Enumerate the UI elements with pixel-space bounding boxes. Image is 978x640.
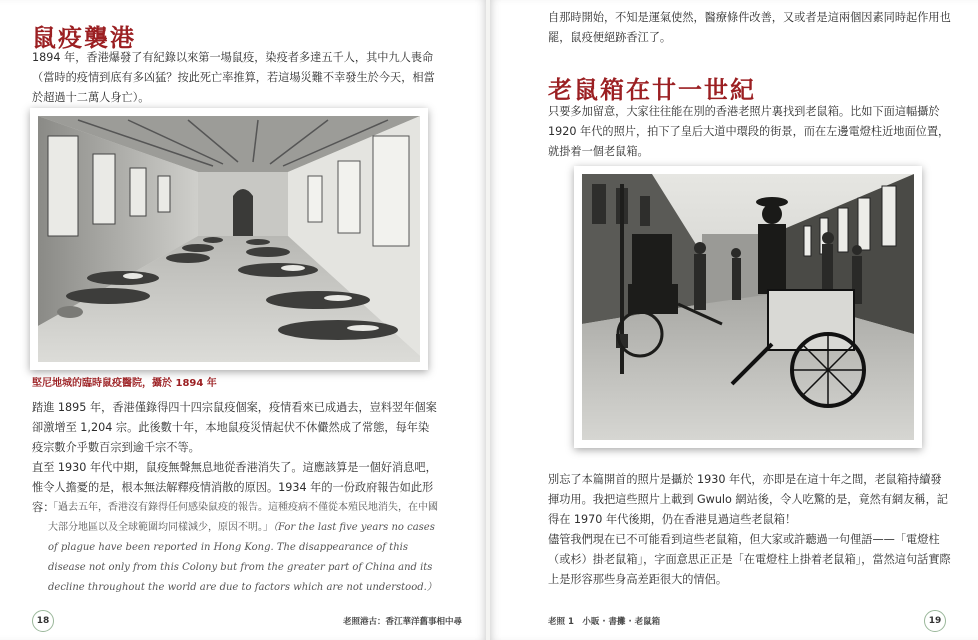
street-scene-illustration: [582, 174, 914, 440]
rat-box-intro-paragraph: 只要多加留意，大家往往能在別的香港老照片裏找到老鼠箱。比如下面這幅攝於 1920 年代的照片，拍下了皇后大道中環段的街景，而在左邊電燈柱近地面位置，就掛着一個老鼠箱。: [548, 105, 950, 158]
page-number-left: 18: [32, 610, 54, 632]
book-title-footer: 老照港古：香江華洋舊事相中尋: [342, 617, 462, 627]
chapter-title-footer: 老照 1 小販 · 書攤 · 老鼠箱: [548, 617, 661, 627]
plague-hospital-photo: [30, 108, 428, 370]
quote-chinese: 「過去五年，香港沒有錄得任何感染鼠疫的報告。這種疫病不僅從本殖民地消失，在中國大部分地區以及全球範圍均同樣減少，原因不明。」: [48, 502, 438, 533]
photo-caption: 堅尼地城的臨時鼠疫醫院，攝於 1894 年: [32, 378, 217, 389]
paragraph-1930s: 直至 1930 年代中期，鼠疫無聲無息地從香港消失了。這應該算是一個好消息吧，惟令人擔憂的是，根本無法解釋疫情消散的原因。1934 年的一份政府報告如此形容：: [32, 461, 437, 514]
section-heading-plague: 鼠疫襲港: [32, 24, 136, 52]
continuation-paragraph: 自那時開始，不知是運氣使然，醫療條件改善，又或者是這兩個因素同時起作用也罷，鼠疫便絕跡香江了。: [548, 11, 951, 44]
plague-hospital-image: [38, 116, 420, 362]
queens-road-photo: [574, 166, 922, 448]
right-footer: [548, 610, 946, 632]
slang-paragraph: 儘管我們現在已不可能看到這些老鼠箱，但大家或許聽過一句俚語——「電燈柱（或杉）掛老鼠箱」，字面意思正正是「在電燈柱上掛着老鼠箱」，當然這句話實際上是形容那些身高差距很大的情侶。: [548, 533, 951, 586]
gwulo-paragraph: 別忘了本篇開首的照片是攝於 1930 年代，亦即是在這十年之間，老鼠箱持續發揮功用。我把這些照片上載到 Gwulo 網站後，令人吃驚的是，竟然有網友稱，記得在 1970 年代後期，仍在香港見過這些老鼠箱！: [548, 473, 948, 526]
page-number-right: 19: [924, 610, 946, 632]
right-page: [490, 0, 978, 640]
left-footer: [32, 610, 462, 632]
queens-road-image: [582, 174, 914, 440]
left-page: [0, 0, 486, 640]
intro-paragraph: 1894 年，香港爆發了有紀錄以來第一場鼠疫，染疫者多達五千人，其中九人喪命（當時的疫情到底有多凶猛？按此死亡率推算，若這場災難不幸發生於今天，相當於超過十二萬人身亡）。: [32, 51, 435, 104]
paragraph-1895: 踏進 1895 年，香港僅錄得四十四宗鼠疫個案，疫情看來已成過去，豈料翌年個案卻激增至 1,204 宗。此後數十年，本地鼠疫災情起伏不休儼然成了常態，每年染疫宗數介乎數百宗到逾千宗不等。: [32, 401, 437, 454]
section-heading-rat-box: 老鼠箱在廿一世紀: [548, 76, 756, 104]
government-report-quote: [38, 498, 446, 598]
quote-english: （For the last five years no cases of plague have been reported in Hong Kong. The disappearance of this disease not only from this Colony but from the greater part of China and its decline throughout the world are due to factors which are not understood.）: [48, 522, 437, 593]
plague-hospital-illustration: [38, 116, 420, 362]
